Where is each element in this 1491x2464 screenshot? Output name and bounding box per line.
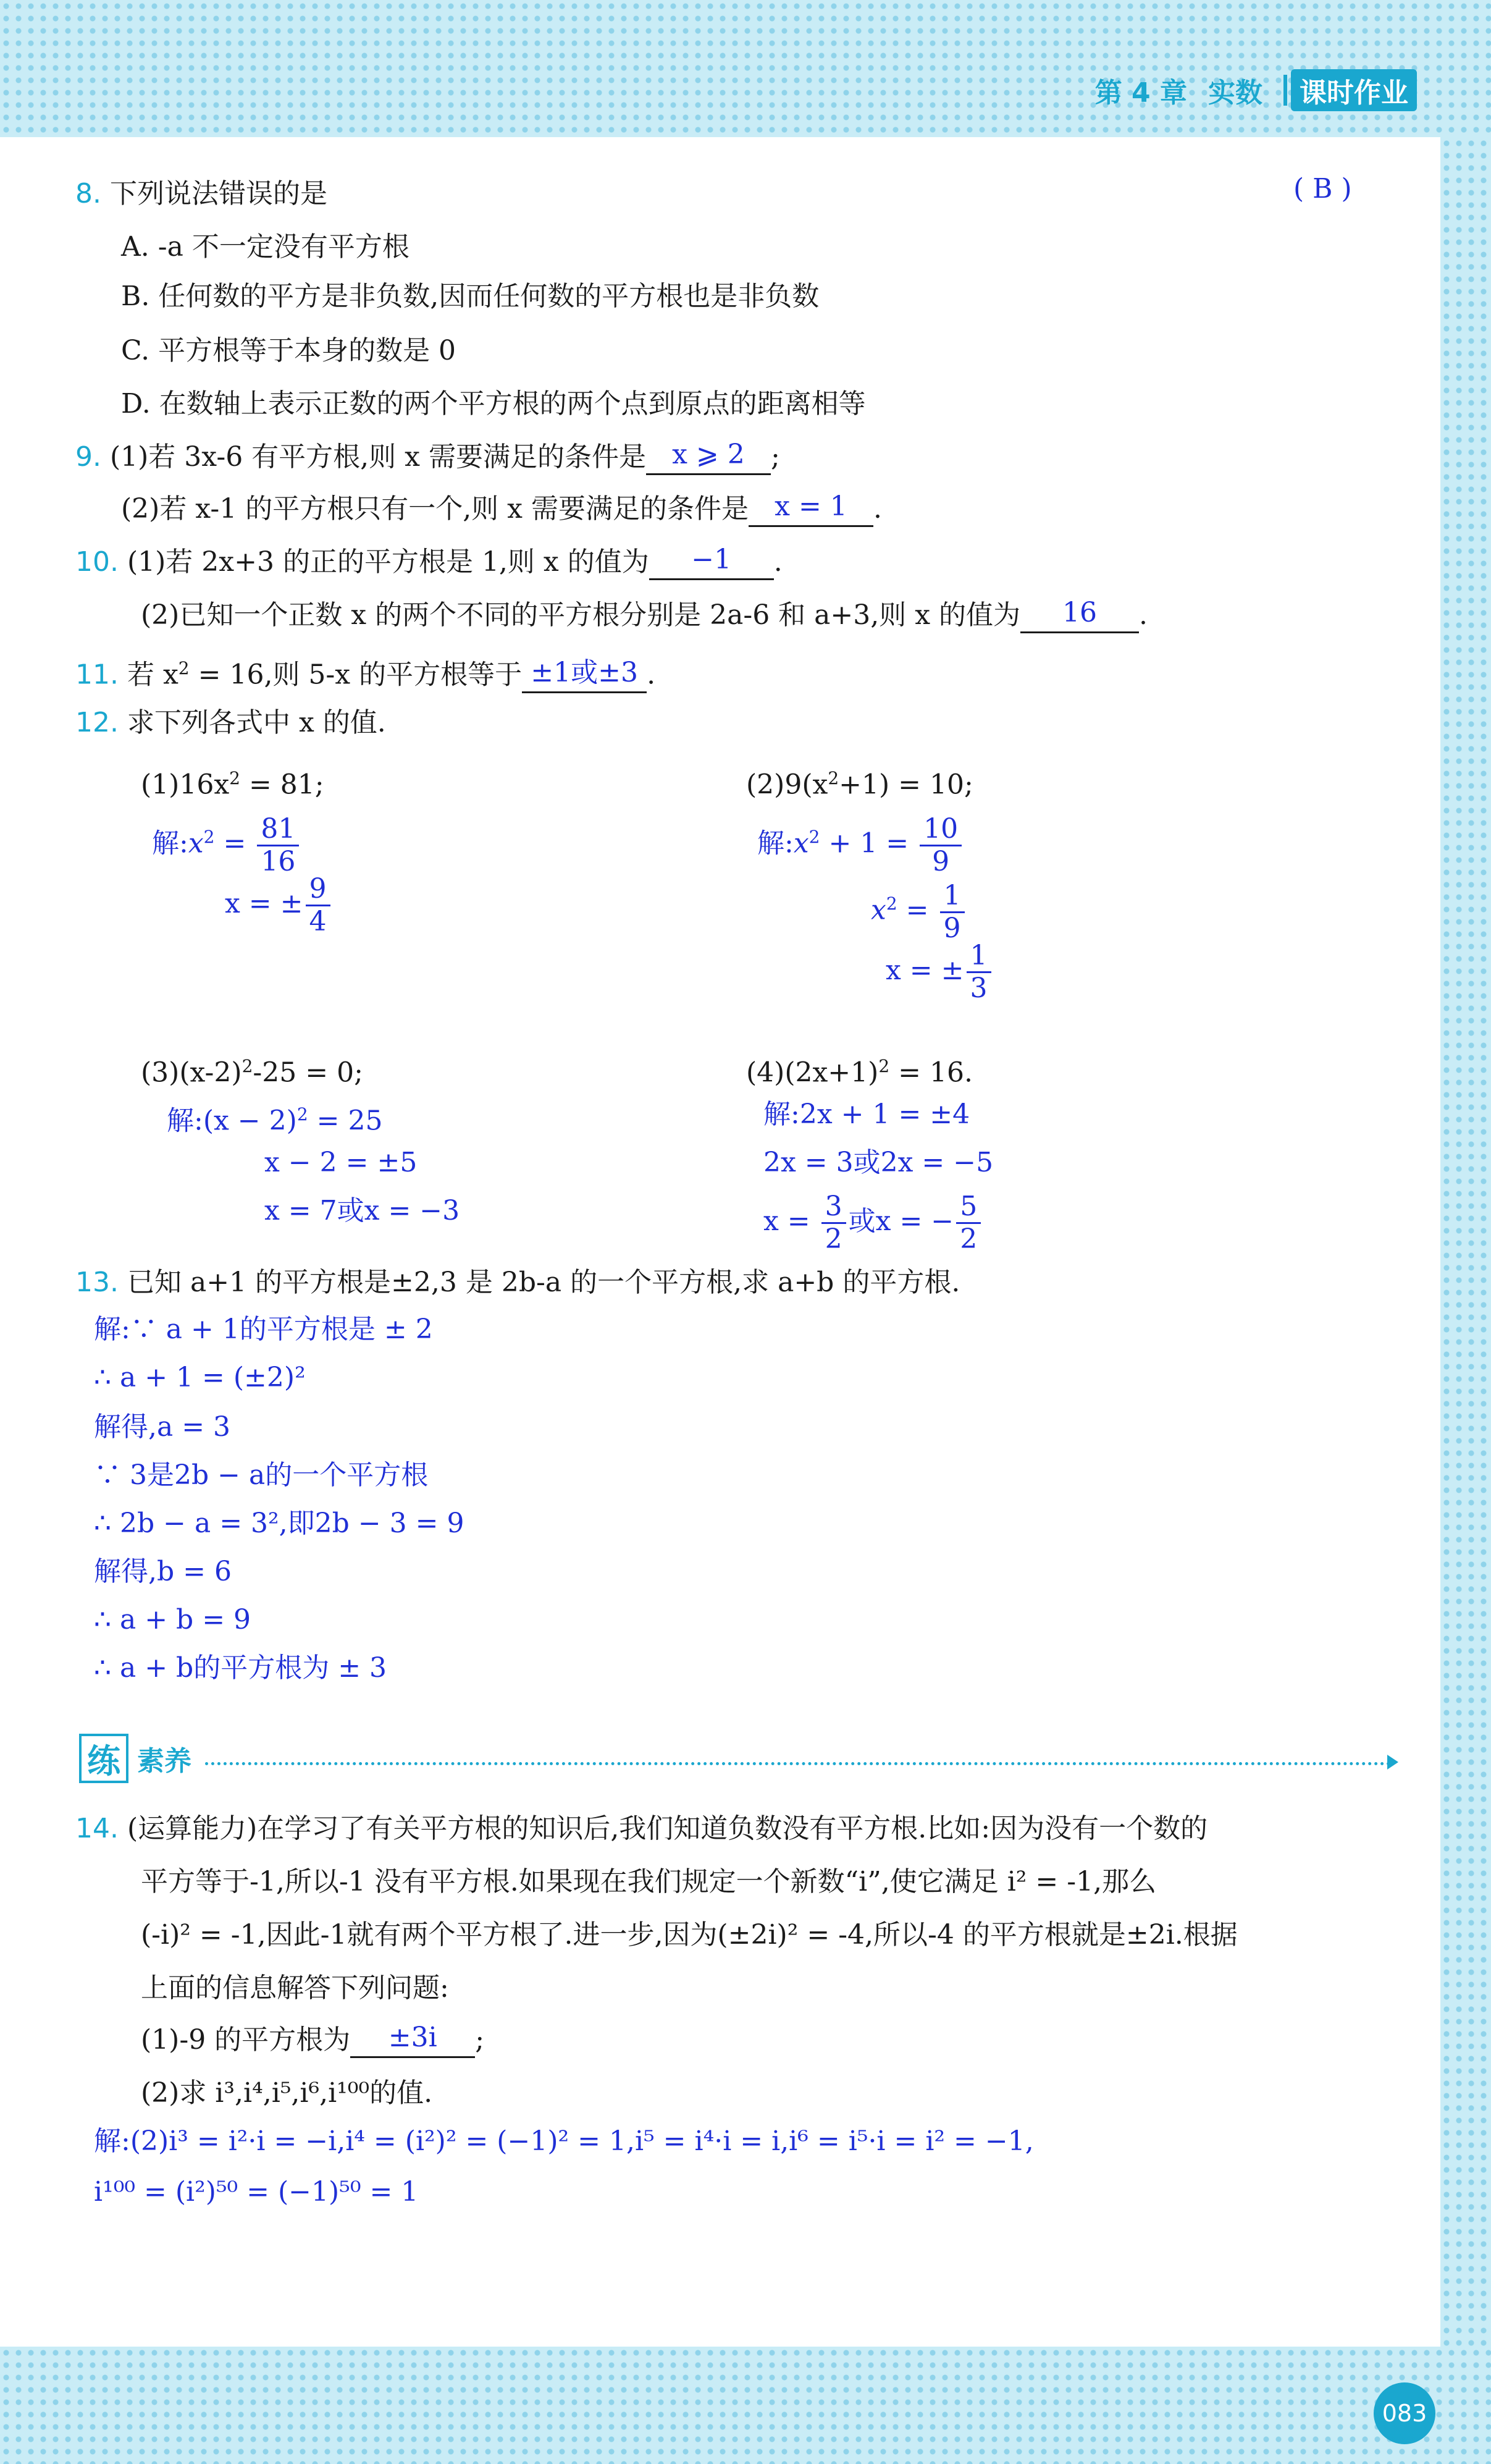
bottom-dot-band [0,2347,1491,2464]
section-header [79,1734,191,1783]
page-header [1095,69,1417,111]
q12-part4: $(4)(2x+1)^2 = 16$. [746,1056,973,1089]
q12-part3: $(3)(x-2)^2-25 = 0$; [141,1056,363,1089]
top-dot-band [0,0,1491,137]
q14-line3: (-i)² = -1,因此-1就有两个平方根了.进一步,因为(±2i)² = -4,所以-4 的平方根就是±2i.根据 [141,1919,1238,1951]
q8-option-b: B. 任何数的平方是非负数,因而任何数的平方根也是非负数 [121,281,820,312]
q8-option-d: D. 在数轴上表示正数的两个平方根的两个点到原点的距离相等 [121,388,866,420]
q13-solution-line: ∴ a + 1 = (±2)² [94,1362,306,1393]
brand-logo: 课时作业 [1291,69,1417,111]
q14-line1: 14. (运算能力)在学习了有关平方根的知识后,我们知道负数没有平方根.比如:因为没有一个数的 [75,1813,1208,1844]
fraction: $\frac{9}{4}$ [306,874,330,937]
q13-stem: 13. 已知 a+1 的平方根是±2,3 是 2b-a 的一个平方根,求 a+b 的平方根. [75,1267,960,1298]
q9-part2-blank: x = 1 [749,488,873,527]
brand-divider [1283,75,1287,106]
q14-solution-line1: 解:(2)i³ = i²·i = −i,i⁴ = (i²)² = (−1)² = 1,i⁵ = i⁴·i = i,i⁶ = i⁵·i = i² = −1, [94,2125,1034,2157]
subject-label: 实数 [1208,77,1262,109]
chapter-label: 第 4 章 [1094,77,1187,109]
q13-solution-line: ∵ 3是2b − a的一个平方根 [94,1459,429,1491]
q9-part1: 9. (1)若 3x-6 有平方根,则 x 需要满足的条件是 x ⩾ 2 ; [75,439,780,478]
q10-part1-blank: −1 [649,541,774,580]
q12-part4-solution-line3: x = $\frac{3}{2}$ 或x = − $\frac{5}{2}$ [763,1188,983,1255]
q13-solution-line: ∴ 2b − a = 3²,即2b − 3 = 9 [94,1508,464,1539]
q10-part1: 10. (1)若 2x+3 的正的平方根是 1,则 x 的值为 −1 . [75,544,783,583]
q14-part1-blank: ±3i [350,2019,475,2058]
q14-part2: (2)求 i³,i⁴,i⁵,i⁶,i¹⁰⁰的值. [141,2077,433,2109]
q12-part3-solution-line1: 解:(x − 2)$^2$ = 25 [167,1104,383,1137]
right-dot-band [1440,137,1491,2361]
q12-part1: $(1)16x^2 = 81$; [141,768,324,801]
q12-part2-solution-line2: $x^2$ = $\frac{1}{9}$ [871,870,967,945]
fraction: $\frac{1}{3}$ [967,940,991,1004]
fraction: $\frac{5}{2}$ [956,1191,981,1255]
q10-part2-blank: 16 [1020,594,1139,633]
practice-icon: 练 [79,1734,128,1783]
q8-option-a: A. -a 不一定没有平方根 [121,231,410,263]
q13-solution-line: 解:∵ a + 1的平方根是 ± 2 [94,1314,433,1345]
q13-solution-line: ∴ a + b = 9 [94,1604,251,1635]
page-number: 083 [1374,2382,1435,2444]
q11-blank: ±1或±3 [522,654,647,693]
q14-line4: 上面的信息解答下列问题: [141,1972,449,2004]
section-label: 素养 [137,1745,191,1777]
q12-part1-solution-line2: x = ± $\frac{9}{4}$ [225,870,333,938]
q12-part1-solution-line1: 解$:x^2$ = $\frac{81}{16}$ [152,803,301,878]
fraction: $\frac{10}{9}$ [920,814,962,877]
q12-part2: $(2)9(x^2+1) = 10$; [746,768,973,801]
fraction: $\frac{1}{9}$ [940,880,965,944]
q12-part2-solution-line1: 解$:x^2 + 1$ = $\frac{10}{9}$ [757,803,964,878]
q13-solution-line: ∴ a + b的平方根为 ± 3 [94,1652,387,1684]
q8-stem: 8. 下列说法错误的是 [75,178,327,209]
q12-part3-solution-line2: x − 2 = ±5 [264,1147,418,1178]
q9-part1-blank: x ⩾ 2 [646,436,771,475]
fraction: $\frac{81}{16}$ [257,814,299,877]
q12-part2-solution-line3: x = ± $\frac{1}{3}$ [886,937,994,1005]
q8-option-c: C. 平方根等于本身的数是 0 [121,335,456,366]
fraction: $\frac{3}{2}$ [821,1191,846,1255]
q9-part2: (2)若 x-1 的平方根只有一个,则 x 需要满足的条件是 x = 1 . [121,491,882,530]
q13-solution-line: 解得,a = 3 [94,1411,231,1443]
q12-part4-solution-line2: 2x = 3或2x = −5 [763,1147,994,1178]
q13-solution-line: 解得,b = 6 [94,1556,232,1587]
q14-line2: 平方等于-1,所以-1 没有平方根.如果现在我们规定一个新数“i”,使它满足 i² = -1,那么 [141,1866,1157,1897]
q8-answer: ( B ) [1293,173,1352,205]
q12-part3-solution-line3: x = 7或x = −3 [264,1195,460,1226]
q14-solution-line2: i¹⁰⁰ = (i²)⁵⁰ = (−1)⁵⁰ = 1 [94,2176,419,2208]
section-divider [205,1762,1391,1765]
arrow-right-icon [1387,1755,1398,1770]
q12-stem: 12. 求下列各式中 x 的值. [75,707,386,738]
q10-part2: (2)已知一个正数 x 的两个不同的平方根分别是 2a-6 和 a+3,则 x 的值为 16 . [141,597,1148,636]
q14-part1: (1)-9 的平方根为 ±3i ; [141,2022,484,2061]
q11: 11. 若 $x^2 = 16$,则 5-x 的平方根等于 ±1或±3 . [75,650,655,696]
q12-part4-solution-line1: 解:2x + 1 = ±4 [763,1099,970,1130]
